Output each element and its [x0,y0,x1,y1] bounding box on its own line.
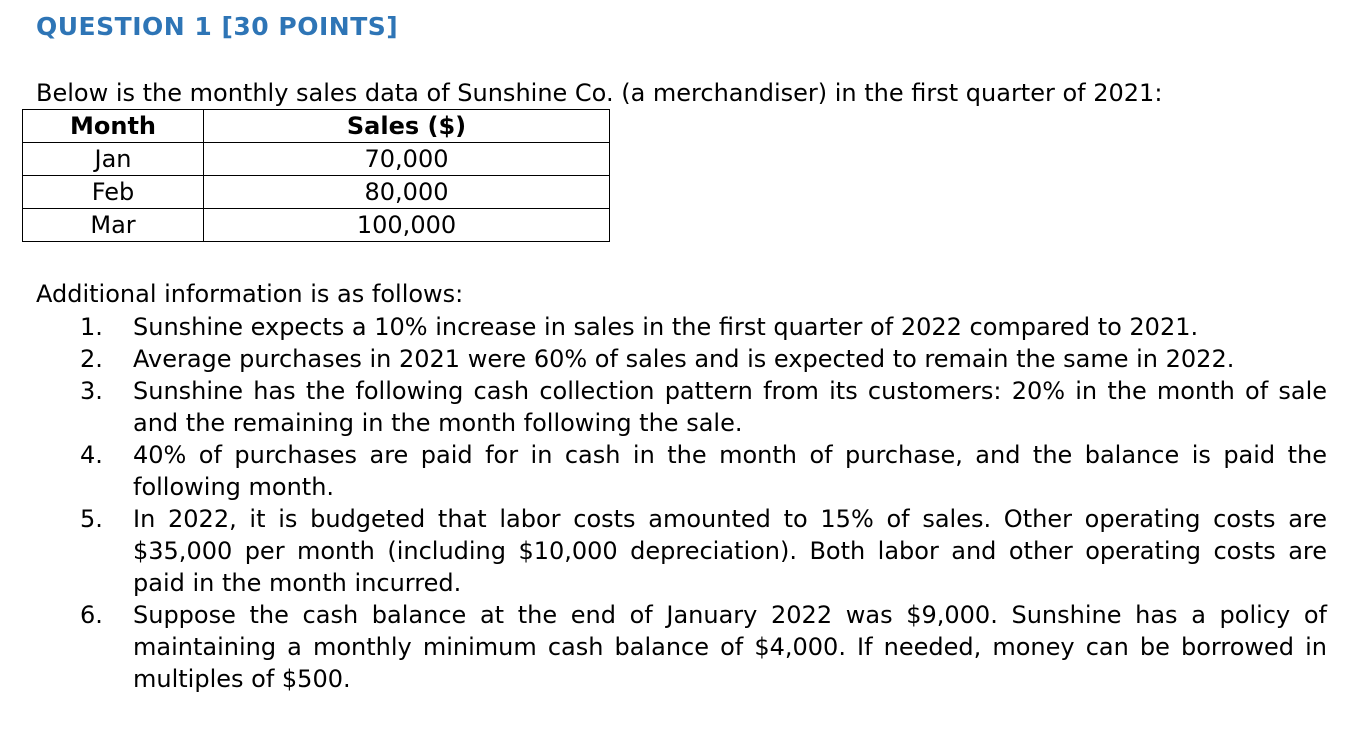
list-item-text: Sunshine has the following cash collection pattern from its customers: 20% in the month of sale and the remaining in the month following the sale. [133,377,1327,437]
list-item-text: Suppose the cash balance at the end of January 2022 was $9,000. Sunshine has a policy of maintaining a monthly minimum cash balance of $4,000. If needed, money can be borrowed in multiples of $500. [133,601,1327,693]
table-row [23,209,610,242]
column-header-sales: Sales ($) [204,110,610,143]
list-item-number: 5. [80,505,103,533]
cell-month: Jan [23,143,204,176]
list-item-text: In 2022, it is budgeted that labor costs amounted to 15% of sales. Other operating costs are $35,000 per month (including $10,000 depreciation). Both labor and other operating costs are paid in the month incurred. [133,505,1327,597]
list-item-number: 4. [80,441,103,469]
list-item [80,311,1327,343]
list-item [80,343,1327,375]
cell-sales: 80,000 [204,176,610,209]
list-item-text: Sunshine expects a 10% increase in sales in the first quarter of 2022 compared to 2021. [133,313,1199,341]
table-row [23,143,610,176]
cell-sales: 70,000 [204,143,610,176]
table-header-row [23,110,610,143]
sales-table [22,109,610,242]
list-item [80,503,1327,599]
list-item-number: 2. [80,345,103,373]
list-item [80,375,1327,439]
list-item-number: 3. [80,377,103,405]
additional-info-label: Additional information is as follows: [36,280,464,308]
list-item-text: Average purchases in 2021 were 60% of sales and is expected to remain the same in 2022. [133,345,1235,373]
list-item-number: 1. [80,313,103,341]
intro-text: Below is the monthly sales data of Sunshine Co. (a merchandiser) in the first quarter of 2021: [36,79,1163,107]
info-list [80,311,1327,695]
list-item-number: 6. [80,601,103,629]
column-header-month: Month [23,110,204,143]
cell-month: Feb [23,176,204,209]
cell-month: Mar [23,209,204,242]
question-heading: QUESTION 1 [30 POINTS] [36,12,399,41]
list-item [80,439,1327,503]
list-item [80,599,1327,695]
list-item-text: 40% of purchases are paid for in cash in the month of purchase, and the balance is paid the following month. [133,441,1327,501]
table-row [23,176,610,209]
cell-sales: 100,000 [204,209,610,242]
